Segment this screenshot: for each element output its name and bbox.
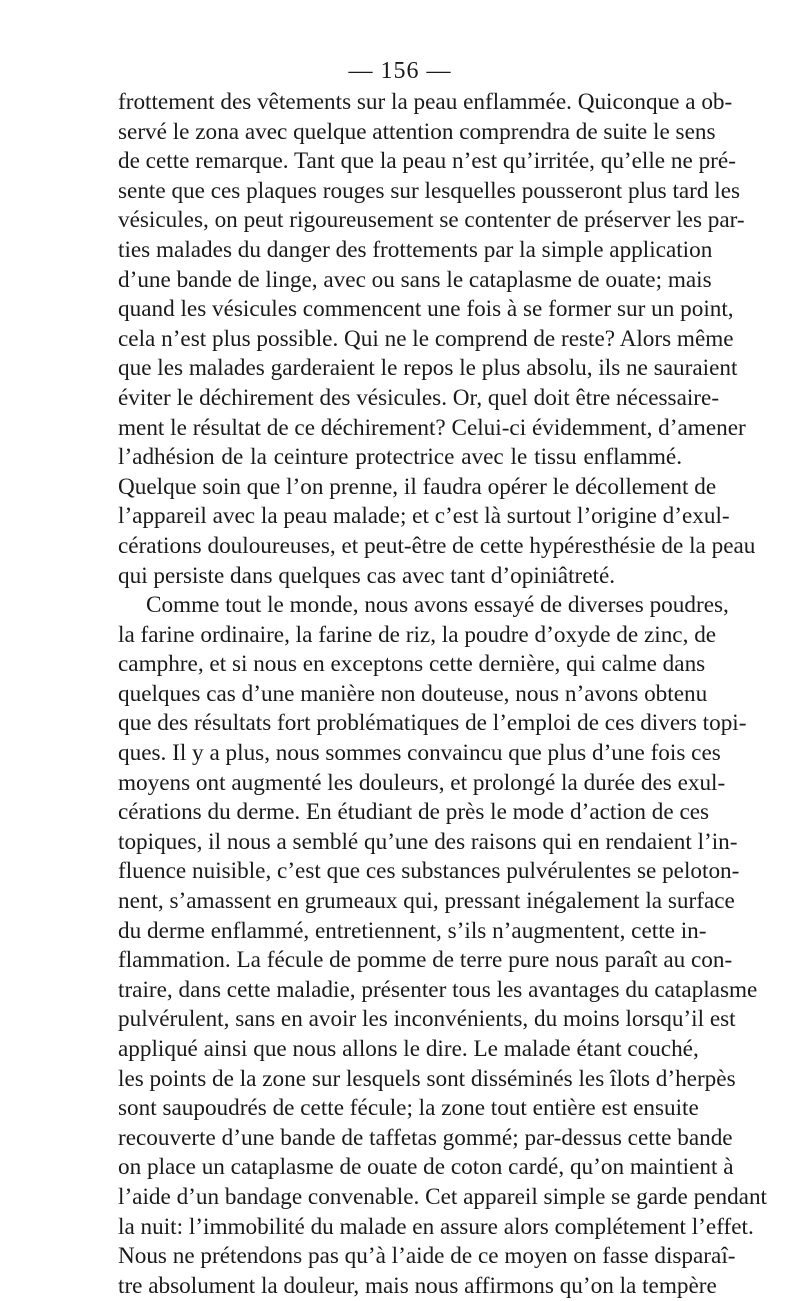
text-line: sente que ces plaques rouges sur lesquelles pousseront plus tard les: [118, 177, 741, 204]
text-line: quand les vésicules commencent une fois à se former sur un point,: [118, 296, 734, 323]
text-line: traire, dans cette maladie, présenter tous les avantages du cataplasme: [118, 976, 758, 1003]
text-line: flammation. La fécule de pomme de terre pure nous paraît au con-: [118, 947, 733, 974]
text-line: d’une bande de linge, avec ou sans le cataplasme de ouate; mais: [118, 266, 712, 293]
text-line: que des résultats fort problématiques de l’emploi de ces divers topi-: [118, 710, 747, 737]
text-line: recouverte d’une bande de taffetas gommé; par-dessus cette bande: [118, 1124, 733, 1151]
text-line: cela n’est plus possible. Qui ne le comprend de reste? Alors même: [118, 325, 734, 352]
page-number: — 156 —: [348, 58, 452, 84]
text-line: pulvérulent, sans en avoir les inconvénients, du moins lorsqu’il est: [118, 1006, 736, 1033]
text-line: ques. Il y a plus, nous sommes convaincu que plus d’une fois ces: [118, 740, 721, 767]
text-line: l’adhésion de la ceinture protectrice avec le tissu enflammé.: [118, 444, 682, 471]
body-text: [118, 88, 767, 1301]
text-line: Comme tout le monde, nous avons essayé de diverses poudres,: [146, 592, 729, 619]
text-line: topiques, il nous a semblé qu’une des raisons qui en rendaient l’in-: [118, 828, 738, 855]
text-line: cérations du derme. En étudiant de près le mode d’action de ces: [118, 799, 710, 826]
text-line: quelques cas d’une manière non douteuse, nous n’avons obtenu: [118, 680, 708, 707]
text-line: vésicules, on peut rigoureusement se contenter de préserver les par-: [118, 207, 745, 234]
text-line: ment le résultat de ce déchirement? Celui-ci évidemment, d’amener: [118, 414, 746, 441]
text-line: du derme enflammé, entretiennent, s’ils n’augmentent, cette in-: [118, 917, 707, 944]
text-line: camphre, et si nous en exceptons cette dernière, qui calme dans: [118, 651, 706, 678]
text-line: cérations douloureuses, et peut-être de cette hypéresthésie de la peau: [118, 532, 756, 559]
paragraph: [118, 591, 767, 1301]
text-line: l’aide d’un bandage convenable. Cet appareil simple se garde pendant: [118, 1183, 767, 1210]
text-line: servé le zona avec quelque attention comprendra de suite le sens: [118, 118, 716, 145]
text-line: la nuit: l’immobilité du malade en assure alors complétement l’effet.: [118, 1213, 754, 1240]
text-line: frottement des vêtements sur la peau enflammée. Quiconque a ob-: [118, 89, 733, 115]
text-line: que les malades garderaient le repos le plus absolu, ils ne sauraient: [118, 355, 738, 382]
text-line: éviter le déchirement des vésicules. Or, quel doit être nécessaire-: [118, 384, 720, 411]
text-line: l’appareil avec la peau malade; et c’est là surtout l’origine d’exul-: [118, 503, 730, 530]
text-line: on place un cataplasme de ouate de coton cardé, qu’on maintient à: [118, 1154, 734, 1181]
text-line: fluence nuisible, c’est que ces substances pulvérulentes se peloton-: [118, 858, 740, 885]
text-line: Quelque soin que l’on prenne, il faudra opérer le décollement de: [118, 473, 717, 500]
text-line: qui persiste dans quelques cas avec tant d’opiniâtreté.: [118, 562, 616, 589]
text-line: nent, s’amassent en grumeaux qui, pressant inégalement la surface: [118, 888, 735, 915]
text-line: sont saupoudrés de cette fécule; la zone tout entière est ensuite: [118, 1095, 699, 1122]
text-line: tre absolument la douleur, mais nous affirmons qu’on la tempère: [118, 1272, 717, 1299]
text-line: ties malades du danger des frottements par la simple application: [118, 236, 713, 263]
text-line: les points de la zone sur lesquels sont disséminés les îlots d’herpès: [118, 1065, 736, 1092]
text-line: la farine ordinaire, la farine de riz, la poudre d’oxyde de zinc, de: [118, 621, 717, 648]
text-line: de cette remarque. Tant que la peau n’est qu’irritée, qu’elle ne pré-: [118, 148, 736, 175]
text-line: appliqué ainsi que nous allons le dire. Le malade étant couché,: [118, 1036, 699, 1062]
paragraph: [118, 88, 756, 591]
text-line: moyens ont augmenté les douleurs, et prolongé la durée des exul-: [118, 769, 726, 796]
text-line: Nous ne prétendons pas qu’à l’aide de ce moyen on fasse disparaî-: [118, 1243, 736, 1270]
